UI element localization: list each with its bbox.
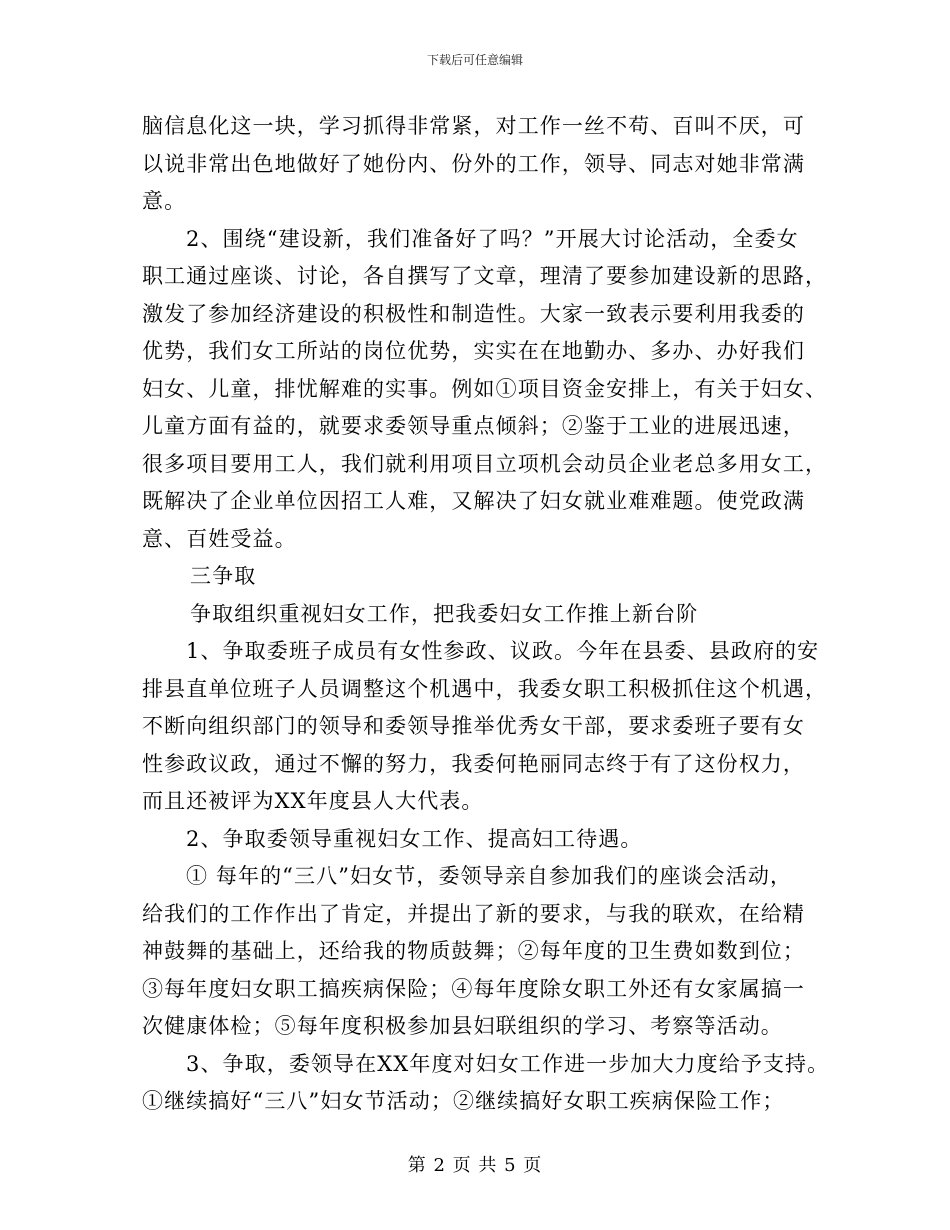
text-line: ① 每年的“三八”妇女节，委领导亲自参加我们的座谈会活动，	[186, 864, 793, 888]
text-line: ③每年度妇女职工搞疾病保险；④每年度除女职工外还有女家属搞一	[142, 976, 805, 1001]
text-line: 神鼓舞的基础上，还给我的物质鼓舞；②每年度的卫生费如数到位；	[142, 939, 805, 963]
document-body	[142, 108, 830, 1121]
text-line: 儿童方面有益的，就要求委领导重点倾斜；②鉴于工业的进展迅速，	[142, 414, 805, 438]
text-line: 2、争取委领导重视妇女工作、提高妇工待遇。	[186, 826, 643, 851]
text-line: 职工通过座谈、讨论，各自撰写了文章，理清了要参加建设新的思路，	[142, 264, 828, 288]
text-line: 激发了参加经济建设的积极性和制造性。大家一致表示要利用我委的	[142, 301, 805, 326]
page-header: 下载后可任意编辑	[426, 53, 523, 67]
text-line: 优势，我们女工所站的岗位优势，实实在在地勤办、多办、办好我们	[142, 339, 805, 363]
text-line: 既解决了企业单位因招工人难，又解决了妇女就业难难题。使党政满	[142, 489, 805, 513]
text-line: 而且还被评为XX年度县人大代表。	[142, 789, 484, 813]
text-line: 妇女、儿童，排忧解难的实事。例如①项目资金安排上，有关于妇女、	[142, 376, 828, 401]
text-line: 意、百姓受益。	[142, 526, 297, 551]
text-line: 不断向组织部门的领导和委领导推举优秀女干部，要求委班子要有女	[142, 714, 805, 738]
text-line: 2、围绕“建设新，我们准备好了吗？”开展大讨论活动，全委女	[186, 226, 799, 251]
text-line: 1、争取委班子成员有女性参政、议政。今年在县委、县政府的安	[186, 639, 820, 663]
text-line: 给我们的工作作出了肯定，并提出了新的要求，与我的联欢，在给精	[142, 901, 805, 926]
text-line: 排县直单位班子人员调整这个机遇中，我委女职工积极抓住这个机遇，	[142, 676, 828, 701]
text-line: 以说非常出色地做好了她份内、份外的工作，领导、同志对她非常满	[142, 151, 805, 176]
text-line: 意。	[142, 189, 187, 213]
text-line: ①继续搞好“三八”妇女节活动；②继续搞好女职工疾病保险工作；	[142, 1089, 785, 1113]
text-line: 很多项目要用工人，我们就利用项目立项机会动员企业老总多用女工，	[142, 451, 828, 476]
section-heading: 三争取	[190, 564, 257, 588]
page-number: 第 2 页 共 5 页	[407, 1155, 543, 1176]
text-line: 脑信息化这一块，学习抓得非常紧，对工作一丝不苟、百叫不厌，可	[142, 114, 805, 138]
text-line: 3、争取，委领导在XX年度对妇女工作进一步加大力度给予支持。	[186, 1051, 830, 1076]
text-line: 次健康体检；⑤每年度积极参加县妇联组织的学习、考察等活动。	[142, 1014, 783, 1038]
text-line: 争取组织重视妇女工作，把我委妇女工作推上新台阶	[190, 601, 699, 626]
text-line: 性参政议政，通过不懈的努力，我委何艳丽同志终于有了这份权力，	[142, 751, 805, 776]
